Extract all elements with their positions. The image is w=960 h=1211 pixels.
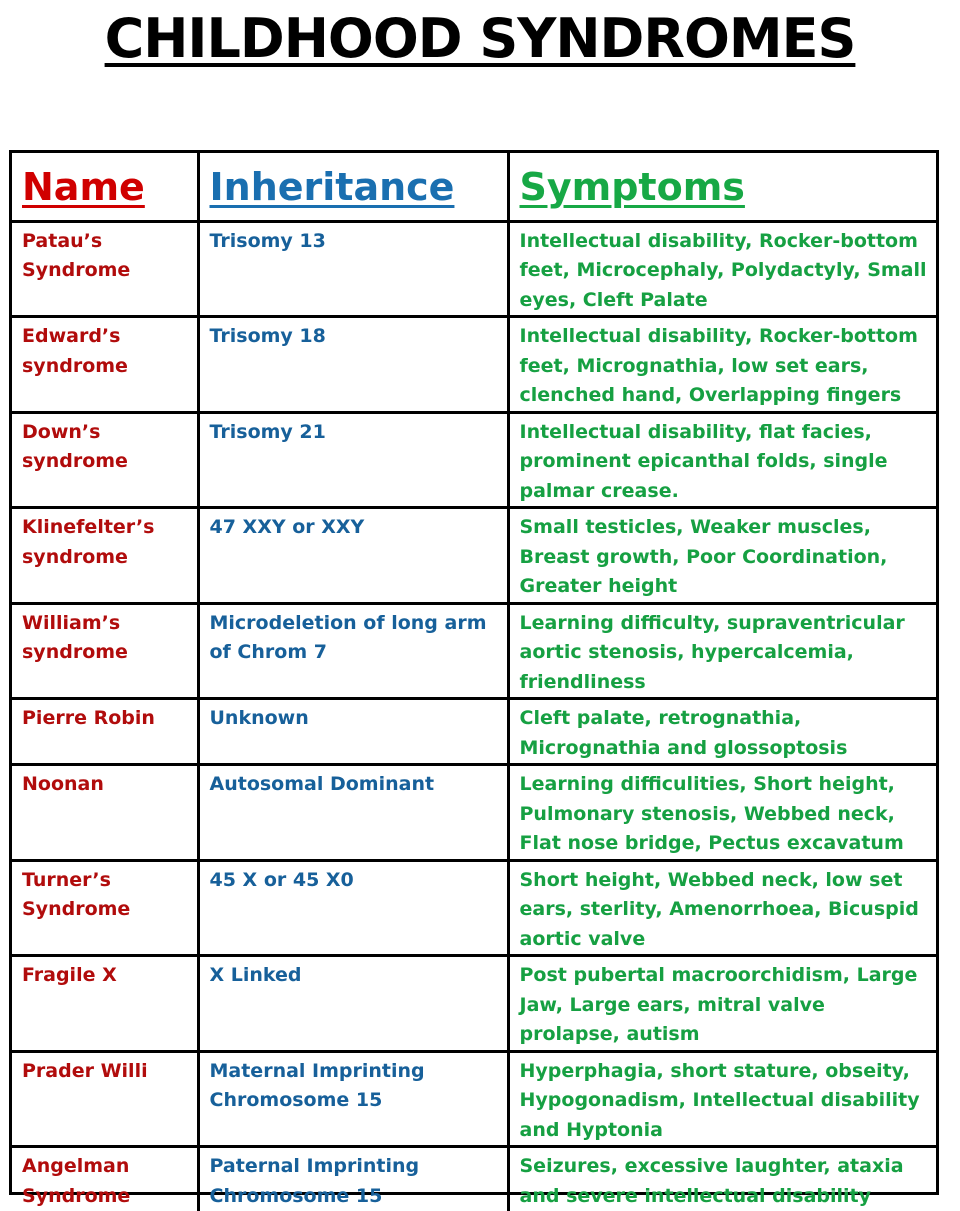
cell-name: Noonan xyxy=(12,765,198,861)
table-row xyxy=(12,956,936,1052)
cell-symptoms: Short height, Webbed neck, low set ears, sterlity, Amenorrhoea, Bicuspid aortic valve xyxy=(508,860,936,956)
column-header-name: Name xyxy=(12,153,198,221)
cell-inheritance: Trisomy 21 xyxy=(198,412,508,508)
column-header-symptoms: Symptoms xyxy=(508,153,936,221)
cell-name: Turner’s Syndrome xyxy=(12,860,198,956)
page-title-text: CHILDHOOD SYNDROMES xyxy=(105,7,856,70)
syndromes-table-container xyxy=(9,150,939,1195)
cell-name: Down’s syndrome xyxy=(12,412,198,508)
table-row xyxy=(12,508,936,604)
cell-symptoms: Learning difficulities, Short height, Pulmonary stenosis, Webbed neck, Flat nose bridge, Pectus excavatum xyxy=(508,765,936,861)
table-row xyxy=(12,699,936,765)
cell-name: Fragile X xyxy=(12,956,198,1052)
cell-inheritance: Paternal Imprinting Chromosome 15 xyxy=(198,1147,508,1211)
cell-inheritance: Autosomal Dominant xyxy=(198,765,508,861)
cell-name: Pierre Robin xyxy=(12,699,198,765)
cell-inheritance: X Linked xyxy=(198,956,508,1052)
cell-symptoms: Intellectual disability, Rocker-bottom feet, Microcephaly, Polydactyly, Small eyes, Cleft Palate xyxy=(508,221,936,317)
cell-inheritance: Maternal Imprinting Chromosome 15 xyxy=(198,1051,508,1147)
cell-name: Angelman Syndrome xyxy=(12,1147,198,1211)
cell-symptoms: Learning difficulty, supraventricular aortic stenosis, hypercalcemia, friendliness xyxy=(508,603,936,699)
cell-inheritance: 47 XXY or XXY xyxy=(198,508,508,604)
cell-symptoms: Cleft palate, retrognathia, Micrognathia and glossoptosis xyxy=(508,699,936,765)
table-row xyxy=(12,1147,936,1211)
table-row xyxy=(12,860,936,956)
cell-symptoms: Hyperphagia, short stature, obseity, Hypogonadism, Intellectual disability and Hyptonia xyxy=(508,1051,936,1147)
table-header-row xyxy=(12,153,936,221)
cell-symptoms: Post pubertal macroorchidism, Large Jaw, Large ears, mitral valve prolapse, autism xyxy=(508,956,936,1052)
cell-name: Edward’s syndrome xyxy=(12,317,198,413)
cell-inheritance: Trisomy 13 xyxy=(198,221,508,317)
table-row xyxy=(12,412,936,508)
cell-name: William’s syndrome xyxy=(12,603,198,699)
table-row xyxy=(12,765,936,861)
cell-symptoms: Intellectual disability, Rocker-bottom feet, Micrognathia, low set ears, clenched hand, Overlapping fingers xyxy=(508,317,936,413)
cell-symptoms: Seizures, excessive laughter, ataxia and severe intellectual disability xyxy=(508,1147,936,1211)
cell-name: Prader Willi xyxy=(12,1051,198,1147)
cell-inheritance: 45 X or 45 X0 xyxy=(198,860,508,956)
page-title xyxy=(0,4,960,74)
column-header-inheritance: Inheritance xyxy=(198,153,508,221)
cell-inheritance: Trisomy 18 xyxy=(198,317,508,413)
table-row xyxy=(12,317,936,413)
table-row xyxy=(12,221,936,317)
table-row xyxy=(12,603,936,699)
cell-name: Patau’s Syndrome xyxy=(12,221,198,317)
table-row xyxy=(12,1051,936,1147)
cell-symptoms: Small testicles, Weaker muscles, Breast growth, Poor Coordination, Greater height xyxy=(508,508,936,604)
cell-symptoms: Intellectual disability, flat facies, prominent epicanthal folds, single palmar crease. xyxy=(508,412,936,508)
cell-name: Klinefelter’s syndrome xyxy=(12,508,198,604)
cell-inheritance: Unknown xyxy=(198,699,508,765)
cell-inheritance: Microdeletion of long arm of Chrom 7 xyxy=(198,603,508,699)
syndromes-table xyxy=(12,153,936,1211)
